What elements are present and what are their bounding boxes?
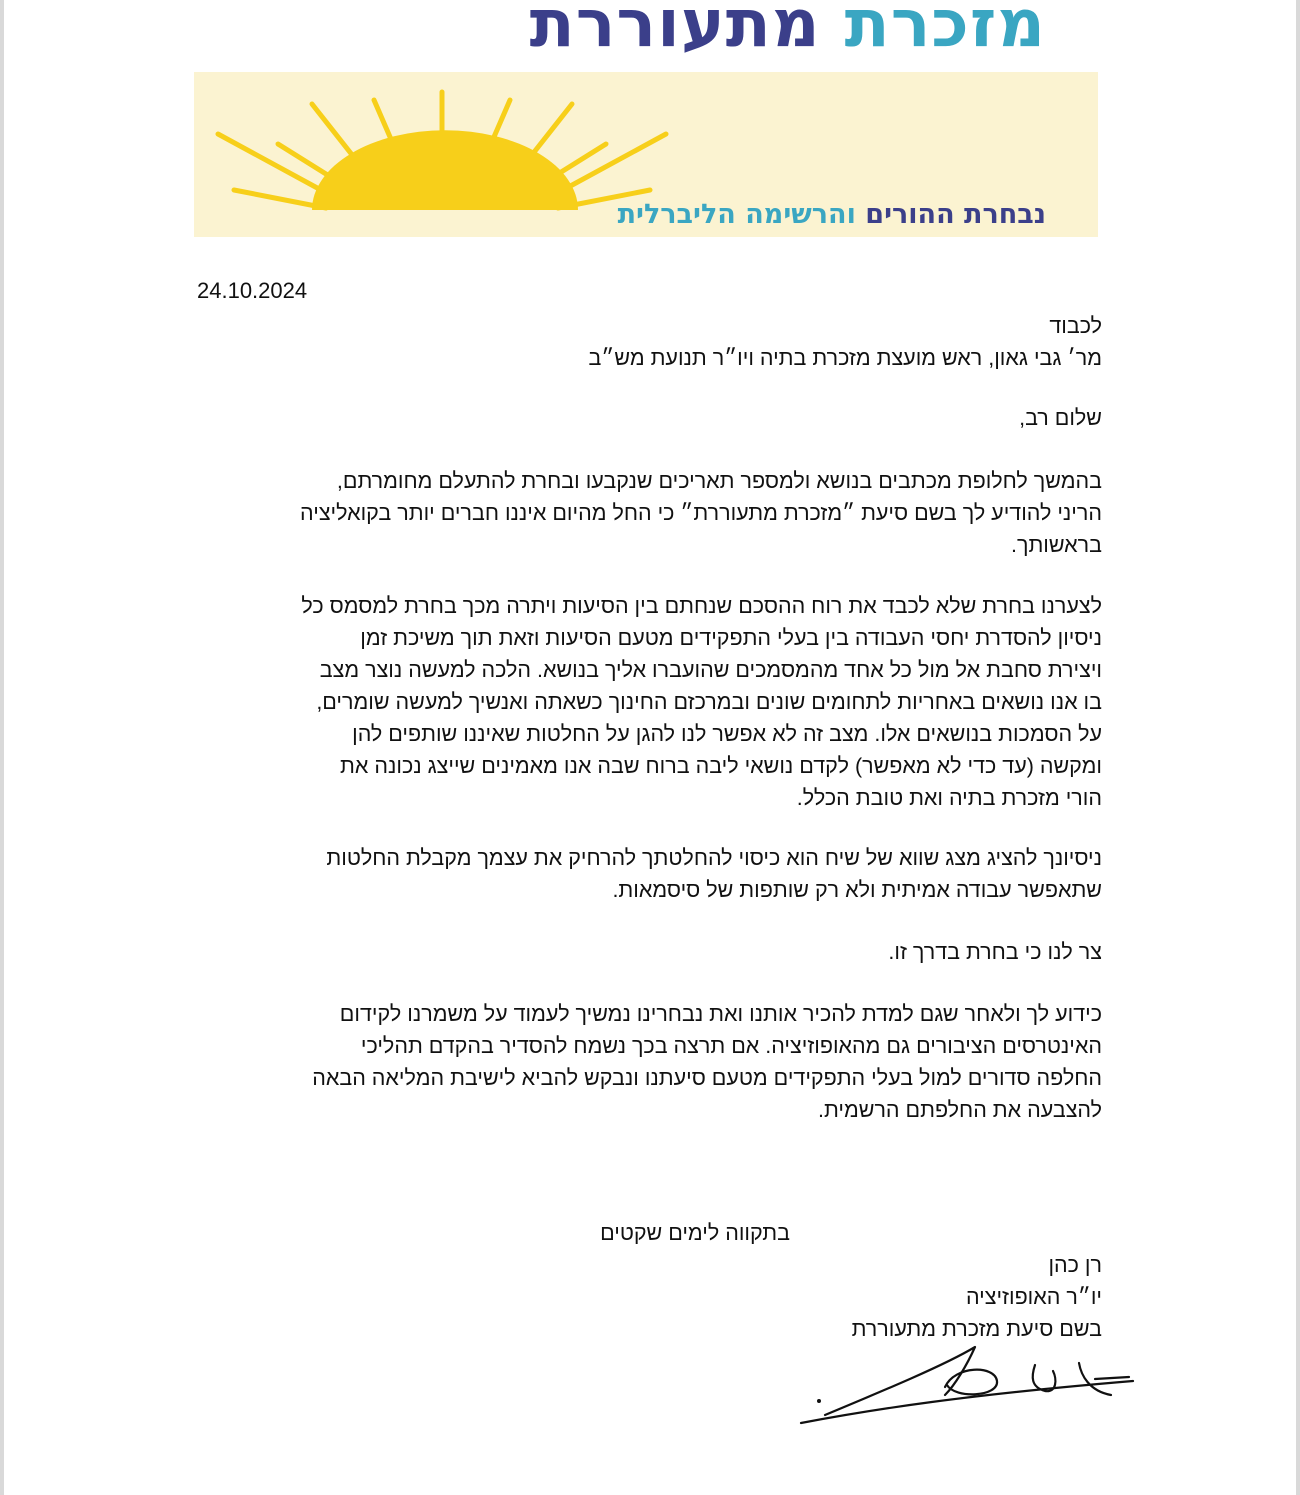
paragraph-line: צר לנו כי בחרת בדרך זו. bbox=[888, 940, 1102, 964]
paragraph-4 bbox=[197, 936, 1102, 968]
paragraph-line: האינטרסים הציבורים גם מהאופוזיציה. אם תרצה בכך נשמח להסדיר בהקדם תהליכי bbox=[360, 1034, 1102, 1058]
letterhead bbox=[194, 0, 1098, 237]
paragraph-line: הורי מזכרת בתיה ואת טובת הכלל. bbox=[796, 786, 1102, 810]
greeting-text: שלום רב, bbox=[1019, 406, 1102, 430]
paragraph-line: ויצירת סחבת אל מול כל אחד מהמסמכים שהועברו אליך בנושא. הלכה למעשה נוצר מצב bbox=[319, 658, 1102, 682]
address-block bbox=[197, 310, 1102, 374]
letter-date: 24.10.2024 bbox=[197, 278, 308, 303]
paragraph-2 bbox=[197, 590, 1102, 814]
paragraph-5 bbox=[197, 998, 1102, 1126]
paragraph-line: לצערנו בחרת שלא לכבד את רוח ההסכם שנחתם בין הסיעות ויתרה מכך בחרת למסמס כל bbox=[301, 594, 1102, 618]
brand-subtitle-part-2: והרשימה הליברלית bbox=[617, 199, 856, 230]
brand-word-1: מזכרת bbox=[844, 0, 1046, 62]
greeting bbox=[197, 402, 1102, 434]
paragraph-line: ניסיון להסדרת יחסי העבודה בין בעלי התפקידים מטעם הסיעות וזאת תוך משיכת זמן bbox=[360, 626, 1102, 650]
paragraph-line: בראשותך. bbox=[1010, 533, 1102, 557]
paragraph-line: החלפה סדורים למול בעלי התפקידים מטעם סיעתנו ונבקש להביא לישיבת המליאה הבאה bbox=[312, 1066, 1102, 1090]
paragraph-line: ניסיונך להציג מצג שווא של שיח הוא כיסוי להחלטתך להרחיק את עצמך מקבלת החלטות bbox=[326, 846, 1102, 870]
paragraph-3 bbox=[197, 842, 1102, 906]
paragraph-1 bbox=[197, 465, 1102, 561]
closing-text: בתקווה לימים שקטים bbox=[600, 1221, 790, 1245]
paragraph-line: על הסמכות בנושאים אלו. מצב זה לא אפשר לנו להגן על החלטות שאיננו שותפים להן bbox=[352, 722, 1102, 746]
paragraph-line: הריני להודיע לך בשם סיעת ״מזכרת מתעוררת״ כי החל מהיום איננו חברים יותר בקואליציה bbox=[300, 501, 1102, 525]
signer-on-behalf: בשם סיעת מזכרת מתעוררת bbox=[851, 1317, 1102, 1341]
signature bbox=[795, 1335, 1140, 1430]
brand-title bbox=[530, 0, 1046, 64]
paragraph-line: בו אנו נושאים באחריות לתחומים שונים ובמרכזם החינוך כשאתה ואנשיך למעשה שומרים, bbox=[316, 690, 1102, 714]
page-edge-left bbox=[0, 0, 4, 1495]
salutation: לכבוד bbox=[1049, 314, 1102, 338]
paragraph-line: שתאפשר עבודה אמיתית ולא רק שותפות של סיסמאות. bbox=[612, 878, 1102, 902]
closing bbox=[190, 1217, 790, 1249]
paragraph-line: להצבעה את החלפתם הרשמית. bbox=[818, 1098, 1102, 1122]
brand-word-2: מתעוררת bbox=[529, 0, 821, 62]
brand-subtitle bbox=[618, 198, 1046, 232]
recipient: מר׳ גבי גאון, ראש מועצת מזכרת בתיה ויו״ר תנועת מש״ב bbox=[588, 346, 1102, 370]
page-edge-right bbox=[1296, 0, 1300, 1495]
paragraph-line: בהמשך לחלופת מכתבים בנושא ולמספר תאריכים שנקבעו ובחרת להתעלם מחומרתם, bbox=[336, 469, 1102, 493]
signer-name: רן כהן bbox=[1048, 1253, 1102, 1277]
paragraph-line: כידוע לך ולאחר שגם למדת להכיר אותנו ואת נבחרינו נמשיך לעמוד על משמרנו לקידום bbox=[339, 1002, 1102, 1026]
signer-block bbox=[197, 1249, 1102, 1345]
brand-subtitle-part-1: נבחרת ההורים bbox=[865, 199, 1046, 230]
paragraph-line: ומקשה (עד כדי לא מאפשר) לקדם נושאי ליבה ברוח שבה אנו מאמינים שייצג נכונה את bbox=[340, 754, 1102, 778]
signer-title: יו״ר האופוזיציה bbox=[965, 1285, 1102, 1309]
